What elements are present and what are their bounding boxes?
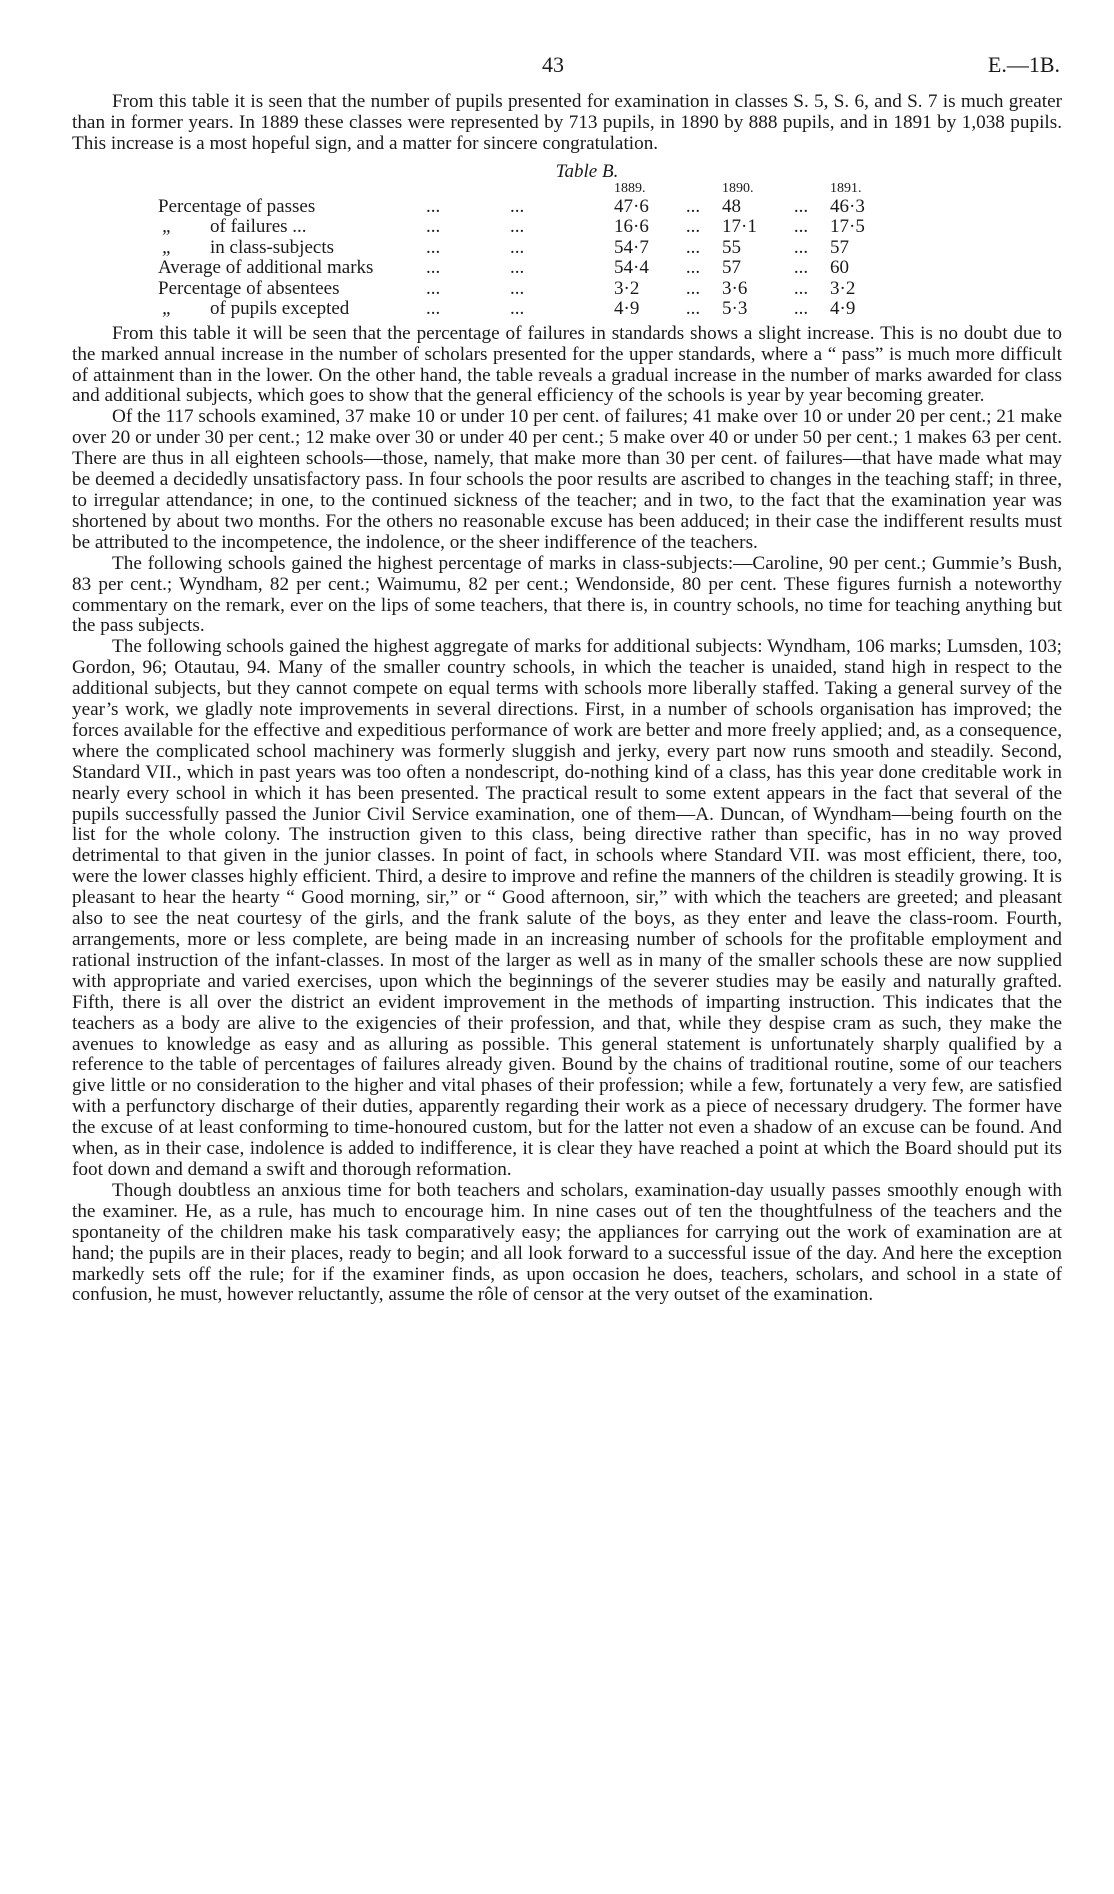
leader-dots: ... xyxy=(793,195,809,217)
leader-dots: ... xyxy=(510,257,525,279)
leader-dots: ... xyxy=(510,277,525,299)
paragraph: Of the 117 schools examined, 37 make 10 or under 10 per cent. of failures; 41 make over 10 or under 20 per cent.; 21 make over 20 or under 30 per cent.; 12 make over 30 or under 40 per cent.; 5 make over 40 or under 50 per cent.; 1 makes 63 per cent. There are thus in all eighteen schools—those, namely, that make more than 30 per cent. of failures—that have made what may be deemed a decidedly unsatisfactory pass. In four schools the poor results are ascribed to changes in the teaching staff; in three, to irregular attendance; in one, to the continued sickness of the teacher; and in two, to the fact that the examination year was shortened by about two months. For the others no reasonable excuse has been adduced; in their case the indifferent results must be attributed to the incompetence, the indolence, or the sheer indifference of the teachers. xyxy=(72,406,1062,553)
leader-dots: ... xyxy=(793,277,809,299)
row-label xyxy=(158,279,426,300)
paragraph-intro: From this table it is seen that the number of pupils presented for examination in classes S. 5, S. 6, and S. 7 is much greater than in former years. In 1889 these classes were represented by 713 pupils, in 1890 by 888 pupils, and in 1891 by 1,038 pupils. This increase is a most hopeful sign, and a matter for sincere congratulation. xyxy=(72,91,1062,154)
year-header-1890: 1890. xyxy=(722,180,754,196)
row-label-text: Average of additional marks xyxy=(158,257,374,279)
value-1889: 54·4 xyxy=(614,257,649,279)
table-row xyxy=(158,238,886,259)
row-label-text: of pupils excepted xyxy=(210,298,350,320)
value-1889: 3·2 xyxy=(614,277,640,299)
value-1890: 17·1 xyxy=(722,216,757,238)
leader-dots: ... xyxy=(426,298,441,320)
row-label-text: Percentage of passes xyxy=(158,195,316,217)
table-row xyxy=(158,258,886,279)
value-1889: 47·6 xyxy=(614,195,649,217)
leader-dots: ... xyxy=(685,216,701,238)
leader-dots: ... xyxy=(426,216,441,238)
value-1890: 55 xyxy=(722,236,741,258)
ditto-mark: „ xyxy=(162,298,173,320)
value-1891: 46·3 xyxy=(830,195,865,217)
page-number: 43 xyxy=(542,52,564,77)
value-1889: 54·7 xyxy=(614,236,649,258)
leader-dots: ... xyxy=(793,216,809,238)
paragraph: The following schools gained the highest percentage of marks in class-subjects:—Caroline, 90 per cent.; Gummie’s Bush, 83 per cent.; Wyndham, 82 per cent.; Waimumu, 82 per cent.; Wendonside, 80 per cent. These figures furnish a noteworthy commentary on the remark, ever on the lips of some teachers, that there is, in country schools, no time for teaching anything but the pass subjects. xyxy=(72,552,1062,637)
page-header xyxy=(72,52,1062,92)
leader-dots: ... xyxy=(685,277,701,299)
row-label-text: in class-subjects xyxy=(210,236,335,258)
leader-dots: ... xyxy=(793,236,809,258)
paragraph: Though doubtless an anxious time for both teachers and scholars, examination-day usually passes smoothly enough with the examiner. He, as a rule, has much to encourage him. In nine cases out of ten the thoughtfulness of the teachers and the spontaneity of the children make his task comparatively easy; the appliances for carrying out the work of examination are at hand; the pupils are in their places, ready to begin; and all look forward to a successful issue of the day. And here the exception markedly sets off the rule; for if the examiner finds, as upon occasion he does, teachers, scholars, and school in a state of confusion, he must, however reluctantly, assume the rôle of censor at the very outset of the examination. xyxy=(72,1179,1062,1306)
row-label xyxy=(158,238,426,259)
leader-dots: ... xyxy=(510,216,525,238)
row-label xyxy=(158,197,426,218)
leader-dots: ... xyxy=(426,257,441,279)
leader-dots: ... xyxy=(510,195,525,217)
leader-dots: ... xyxy=(426,195,441,217)
value-1891: 4·9 xyxy=(830,298,856,320)
value-1891: 57 xyxy=(830,236,849,258)
leader-dots: ... xyxy=(685,195,701,217)
table-header-row xyxy=(158,181,886,197)
paragraph: From this table it will be seen that the percentage of failures in standards shows a slight increase. This is no doubt due to the marked annual increase in the number of scholars presented for the upper standards, where a “ pass” is much more difficult of attainment than in the lower. On the other hand, the table reveals a gradual increase in the number of marks awarded for class and additional subjects, which goes to show that the general efficiency of the schools is year by year becoming greater. xyxy=(72,322,1062,407)
leader-dots: ... xyxy=(685,298,701,320)
value-1890: 48 xyxy=(722,195,741,217)
leader-dots: ... xyxy=(510,236,525,258)
year-header-1889: 1889. xyxy=(614,180,646,196)
paragraph: The following schools gained the highest aggregate of marks for additional subjects: Wyndham, 106 marks; Lumsden, 103; Gordon, 96; Otautau, 94. Many of the smaller country schools, in which the teacher is unaided, stand high in respect to the additional subjects, but they cannot compete on equal terms with schools more liberally staffed. Taking a general survey of the year’s work, we gladly note improvements in several directions. First, in a number of schools organisation has improved; the forces available for the effective and expeditious performance of work are better and more freely applied; and, as a consequence, where the complicated school machinery was formerly sluggish and jerky, every part now runs smooth and steadily. Second, Standard VII., which in past years was too often a nondescript, do-nothing kind of a class, has this year done creditable work in nearly every school in which it has been presented. The practical result to some extent appears in the fact that several of the pupils successfully passed the Junior Civil Service examination, one of them—A. Duncan, of Wyndham—being fourth on the list for the whole colony. The instruction given to this class, being directive rather than specific, has in no way proved detrimental to that given in the junior classes. In point of fact, in schools where Standard VII. was most efficient, there, too, were the lower classes highly efficient. Third, a desire to improve and refine the manners of the children is steadily growing. It is pleasant to hear the hearty “ Good morning, sir,” or “ Good afternoon, sir,” with which the teachers are greeted; and pleasant also to see the neat courtesy of the girls, and the frank salute of the boys, as they enter and leave the class-room. Fourth, arrangements, more or less complete, are being made in an increasing number of schools for the profitable employment and rational instruction of the infant-classes. In most of the larger as well as in many of the smaller schools these are now supplied with appropriate and varied exercises, upon which the beginnings of the severer studies may be easily and naturally grafted. Fifth, there is all over the district an evident improvement in the methods of imparting instruction. This indicates that the teachers as a body are alive to the exigencies of their profession, and that, while they despise cram as such, they make the avenues to knowledge as easy and as alluring as possible. This general statement is unfortunately sharply qualified by a reference to the table of percentages of failures already given. Bound by the chains of traditional routine, some of our teachers give little or no consideration to the higher and vital phases of their profession; while a few, fortunately a very few, are satisfied with a perfunctory discharge of their duties, apparently regarding their work as a piece of necessary drudgery. The former have the excuse of at least conforming to time-honoured custom, but for the latter not even a shadow of an excuse can be found. And when, as in their case, indolence is added to indifference, it is clear they have reached a point at which the Board should put its foot down and demand a swift and thorough reformation. xyxy=(72,636,1062,1180)
leader-dots: ... xyxy=(426,277,441,299)
table-row xyxy=(158,299,886,320)
leader-dots: ... xyxy=(793,257,809,279)
table-b xyxy=(158,181,886,320)
leader-dots: ... xyxy=(510,298,525,320)
value-1889: 4·9 xyxy=(614,298,640,320)
table-title: Table B. xyxy=(555,160,619,182)
ditto-mark: „ xyxy=(162,236,173,258)
document-page xyxy=(72,52,1062,1306)
leader-dots: ... xyxy=(685,236,701,258)
leader-dots: ... xyxy=(426,236,441,258)
row-label-text: Percentage of absentees xyxy=(158,277,340,299)
value-1891: 3·2 xyxy=(830,277,856,299)
value-1891: 17·5 xyxy=(830,216,865,238)
year-header-1891: 1891. xyxy=(830,180,862,196)
value-1890: 57 xyxy=(722,257,741,279)
row-label-text: of failures ... xyxy=(210,216,307,238)
table-row xyxy=(158,217,886,238)
ditto-mark: „ xyxy=(162,216,173,238)
leader-dots: ... xyxy=(685,257,701,279)
value-1891: 60 xyxy=(830,257,849,279)
row-label xyxy=(158,299,426,320)
value-1890: 5·3 xyxy=(722,298,748,320)
row-label xyxy=(158,258,426,279)
value-1890: 3·6 xyxy=(722,277,748,299)
leader-dots: ... xyxy=(793,298,809,320)
document-reference: E.—1B. xyxy=(987,52,1060,77)
value-1889: 16·6 xyxy=(614,216,649,238)
table-row xyxy=(158,197,886,218)
row-label xyxy=(158,217,426,238)
table-row xyxy=(158,279,886,300)
